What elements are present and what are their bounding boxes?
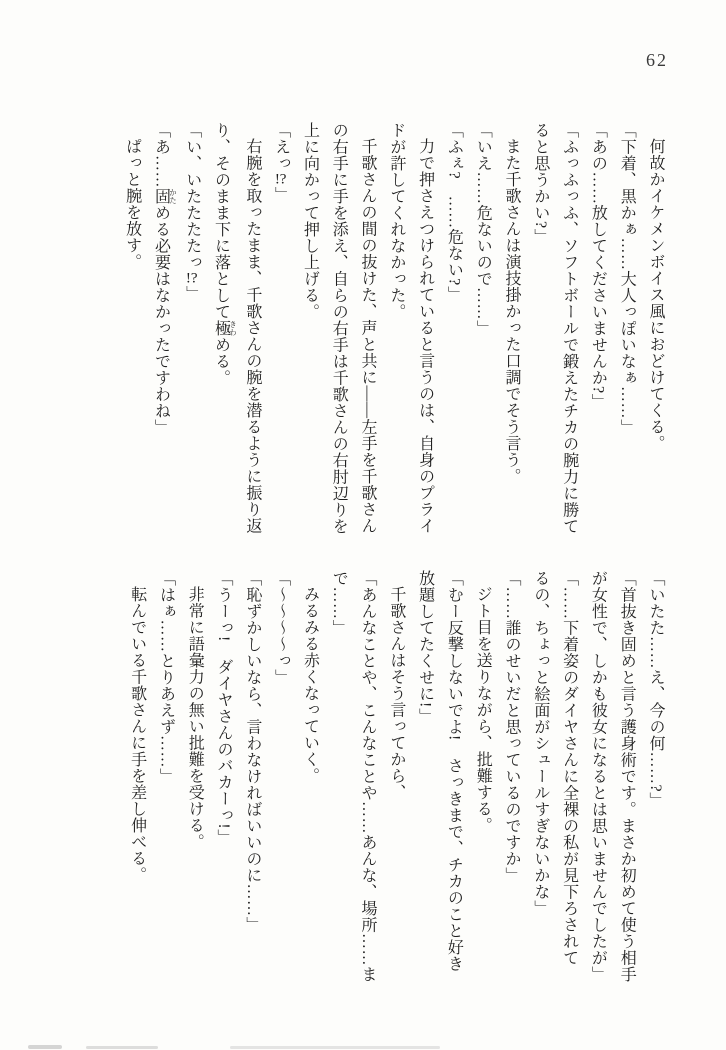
text-line: 「下着、黒かぁ……大人っぽいなぁ……」 xyxy=(618,122,636,436)
text-line: 非常に語彙力の無い批難を受ける。 xyxy=(186,586,204,850)
text-line: 放題してたくせに!」 xyxy=(416,570,434,725)
text-line: 「うーっ! ダイヤさんのバカーっ!」 xyxy=(215,570,233,846)
text-block-bottom xyxy=(122,570,669,1004)
page-number: 62 xyxy=(646,50,668,70)
text-line: 力で押さえつけられていると言うのは、自身のプライ xyxy=(416,138,434,534)
text-line: 右腕を取ったまま、千歌さんの腕を潜るように振り返 xyxy=(243,138,261,534)
text-line: 「……下着姿のダイヤさんに全裸の私が見下ろされて xyxy=(560,570,578,966)
text-line: 「むー反撃しないでよ! さっきまで、チカのこと好き xyxy=(445,570,463,972)
text-line: ぱっと腕を放す。 xyxy=(123,138,141,270)
text-line: 上に向かって押し上げる。 xyxy=(301,122,319,320)
text-line: 千歌さんの間の抜けた、声と共に――左手を千歌さん xyxy=(359,138,377,534)
text-line: ジト目を送りながら、批難する。 xyxy=(474,586,492,834)
text-line: 「あ……固 かためる必要はなかったですわね」 xyxy=(152,122,178,436)
text-line: 何故かイケメンボイス風におどけてくる。 xyxy=(647,138,664,452)
text-line: 「首抜き固めと言う護身術です。まさか初めて使う相手 xyxy=(618,570,636,983)
text-line: の右手に手を添え、自らの右手は千歌さんの右肘辺りを xyxy=(330,122,348,535)
text-line: 「あんなことや、こんなことや……あんな、場所……ま xyxy=(359,570,377,983)
text-line: で……」 xyxy=(330,570,348,636)
text-line: 「……誰のせいだと思っているのですか」 xyxy=(503,570,521,884)
text-line: 「〜〜〜〜っ」 xyxy=(272,570,290,686)
text-line: るの、ちょっと絵面がシュールすぎないかな」 xyxy=(531,570,549,917)
scan-artifact xyxy=(28,1045,62,1049)
text-line: が女性で、しかも彼女になるとは思いませんでしたが」 xyxy=(589,570,607,983)
text-line: り、そのまま下に落として極 きわめる。 xyxy=(212,122,238,386)
text-line: 「いたた……え、今の何……?」 xyxy=(647,570,664,809)
text-line: 「い、いたたたたっ!?」 xyxy=(183,122,201,302)
text-block-top xyxy=(117,122,669,556)
text-line: 「あの……放してくださいませんか?」 xyxy=(589,122,607,411)
text-line: 「はぁ……とりあえず……」 xyxy=(157,570,175,785)
text-line: 千歌さんはそう言ってから、 xyxy=(387,586,405,801)
text-line: ると思うかい?」 xyxy=(531,122,549,246)
text-line: 「えっ!?」 xyxy=(272,122,290,203)
text-line: 「いえ……危ないので……」 xyxy=(474,122,492,337)
text-line: みるみる赤くなっていく。 xyxy=(301,586,319,784)
scan-artifact xyxy=(230,1046,440,1049)
text-line: 「恥ずかしいなら、言わなければいいのに……」 xyxy=(243,570,261,933)
scan-artifact xyxy=(86,1046,158,1049)
text-line: ドが許してくれなかった。 xyxy=(387,122,405,320)
text-line: また千歌さんは演技掛かった口調でそう言う。 xyxy=(503,138,521,485)
text-line: 転んでいる千歌さんに手を差し伸べる。 xyxy=(128,586,146,883)
text-line: 「ふぇ? ……危ない?」 xyxy=(445,122,463,303)
text-line: 「ふっふっふ、ソフトボールで鍛えたチカの腕力に勝て xyxy=(560,122,578,535)
